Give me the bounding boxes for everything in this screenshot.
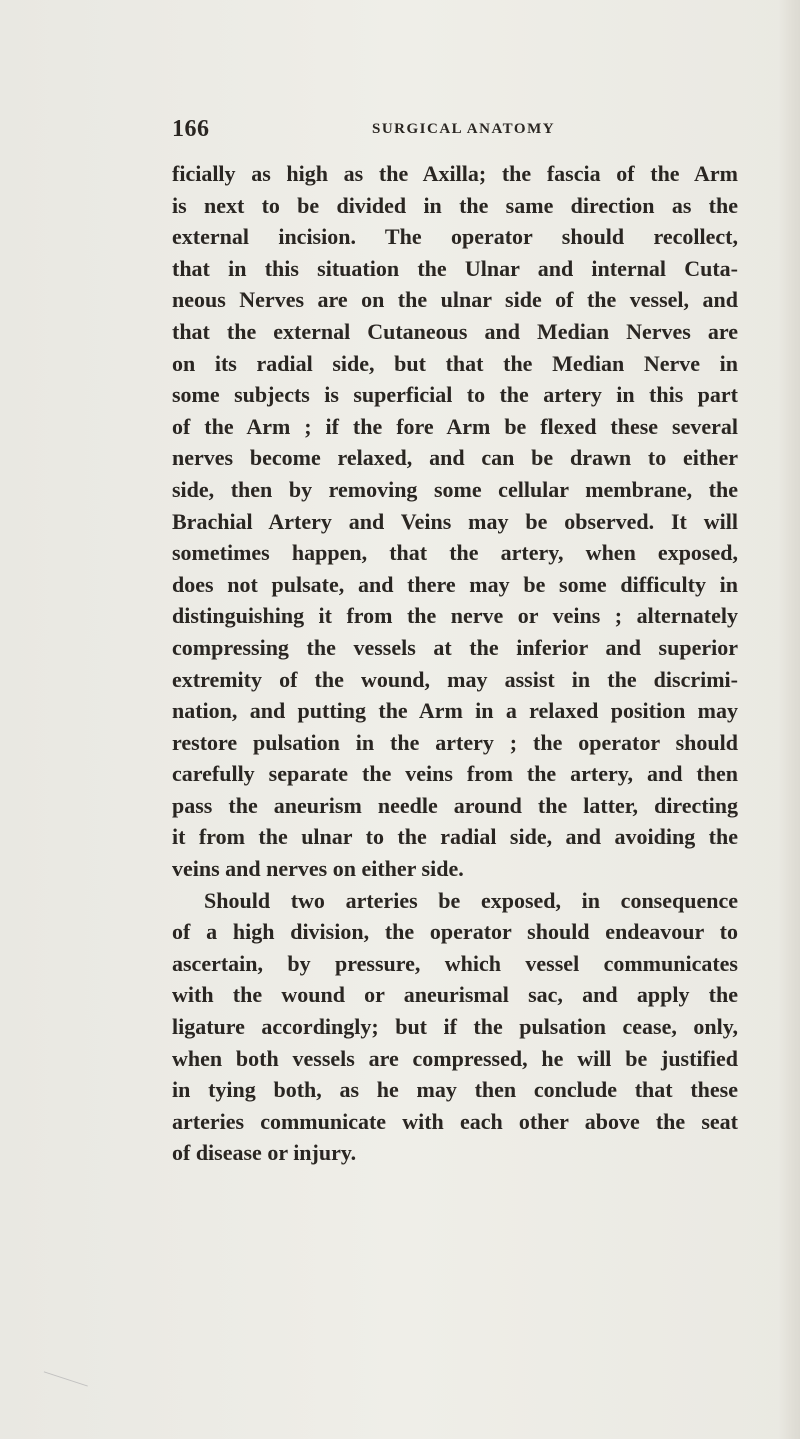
text-line: Brachial Artery and Veins may be observed. It will	[172, 508, 738, 534]
text-line: of the Arm ; if the fore Arm be flexed these several	[172, 413, 738, 439]
text-line: pass the aneurism needle around the latter, directing	[172, 792, 738, 818]
text-line: distinguishing it from the nerve or veins ; alternately	[172, 603, 738, 629]
text-line: restore pulsation in the artery ; the operator should	[172, 729, 738, 755]
text-line: in tying both, as he may then conclude that these	[172, 1077, 738, 1103]
text-line: of a high division, the operator should endeavour to	[172, 919, 738, 945]
text-line: sometimes happen, that the artery, when exposed,	[172, 540, 738, 566]
text-line: when both vessels are compressed, he will be justified	[172, 1045, 738, 1071]
text-line: neous Nerves are on the ulnar side of the vessel, and	[172, 287, 738, 313]
text-line: does not pulsate, and there may be some difficulty in	[172, 571, 738, 597]
text-line: some subjects is superficial to the artery in this part	[172, 382, 738, 408]
text-line: nation, and putting the Arm in a relaxed position may	[172, 698, 738, 724]
text-line: veins and nerves on either side.	[172, 856, 464, 882]
text-line: arteries communicate with each other above the seat	[172, 1108, 738, 1134]
text-line: that in this situation the Ulnar and internal Cuta-	[172, 255, 738, 281]
text-line: side, then by removing some cellular membrane, the	[172, 476, 738, 502]
text-line: compressing the vessels at the inferior and superior	[172, 634, 738, 660]
text-line: with the wound or aneurismal sac, and apply the	[172, 982, 738, 1008]
text-line: nerves become relaxed, and can be drawn to either	[172, 445, 738, 471]
text-line: ficially as high as the Axilla; the fascia of the Arm	[172, 161, 738, 186]
page-smudge	[38, 1371, 88, 1403]
page-number: 166	[172, 116, 210, 142]
paragraph-1	[172, 158, 738, 885]
text-line: Should two arteries be exposed, in consequence	[204, 887, 738, 913]
page-edge-shadow	[778, 0, 800, 1439]
paragraph-2	[172, 885, 738, 1169]
text-line: external incision. The operator should recollect,	[172, 224, 738, 250]
text-line: carefully separate the veins from the artery, and then	[172, 761, 738, 787]
page-header	[172, 116, 732, 146]
text-line: that the external Cutaneous and Median Nerves are	[172, 318, 738, 344]
text-line: is next to be divided in the same direction as the	[172, 192, 738, 218]
text-line: it from the ulnar to the radial side, and avoiding the	[172, 824, 738, 850]
body-text	[172, 158, 738, 1169]
text-line: extremity of the wound, may assist in the discrimi-	[172, 666, 738, 692]
running-head: SURGICAL ANATOMY	[372, 121, 556, 137]
text-line: ascertain, by pressure, which vessel communicates	[172, 950, 738, 976]
text-line: of disease or injury.	[172, 1140, 357, 1166]
text-line: on its radial side, but that the Median Nerve in	[172, 350, 738, 376]
text-line: ligature accordingly; but if the pulsation cease, only,	[172, 1014, 738, 1040]
